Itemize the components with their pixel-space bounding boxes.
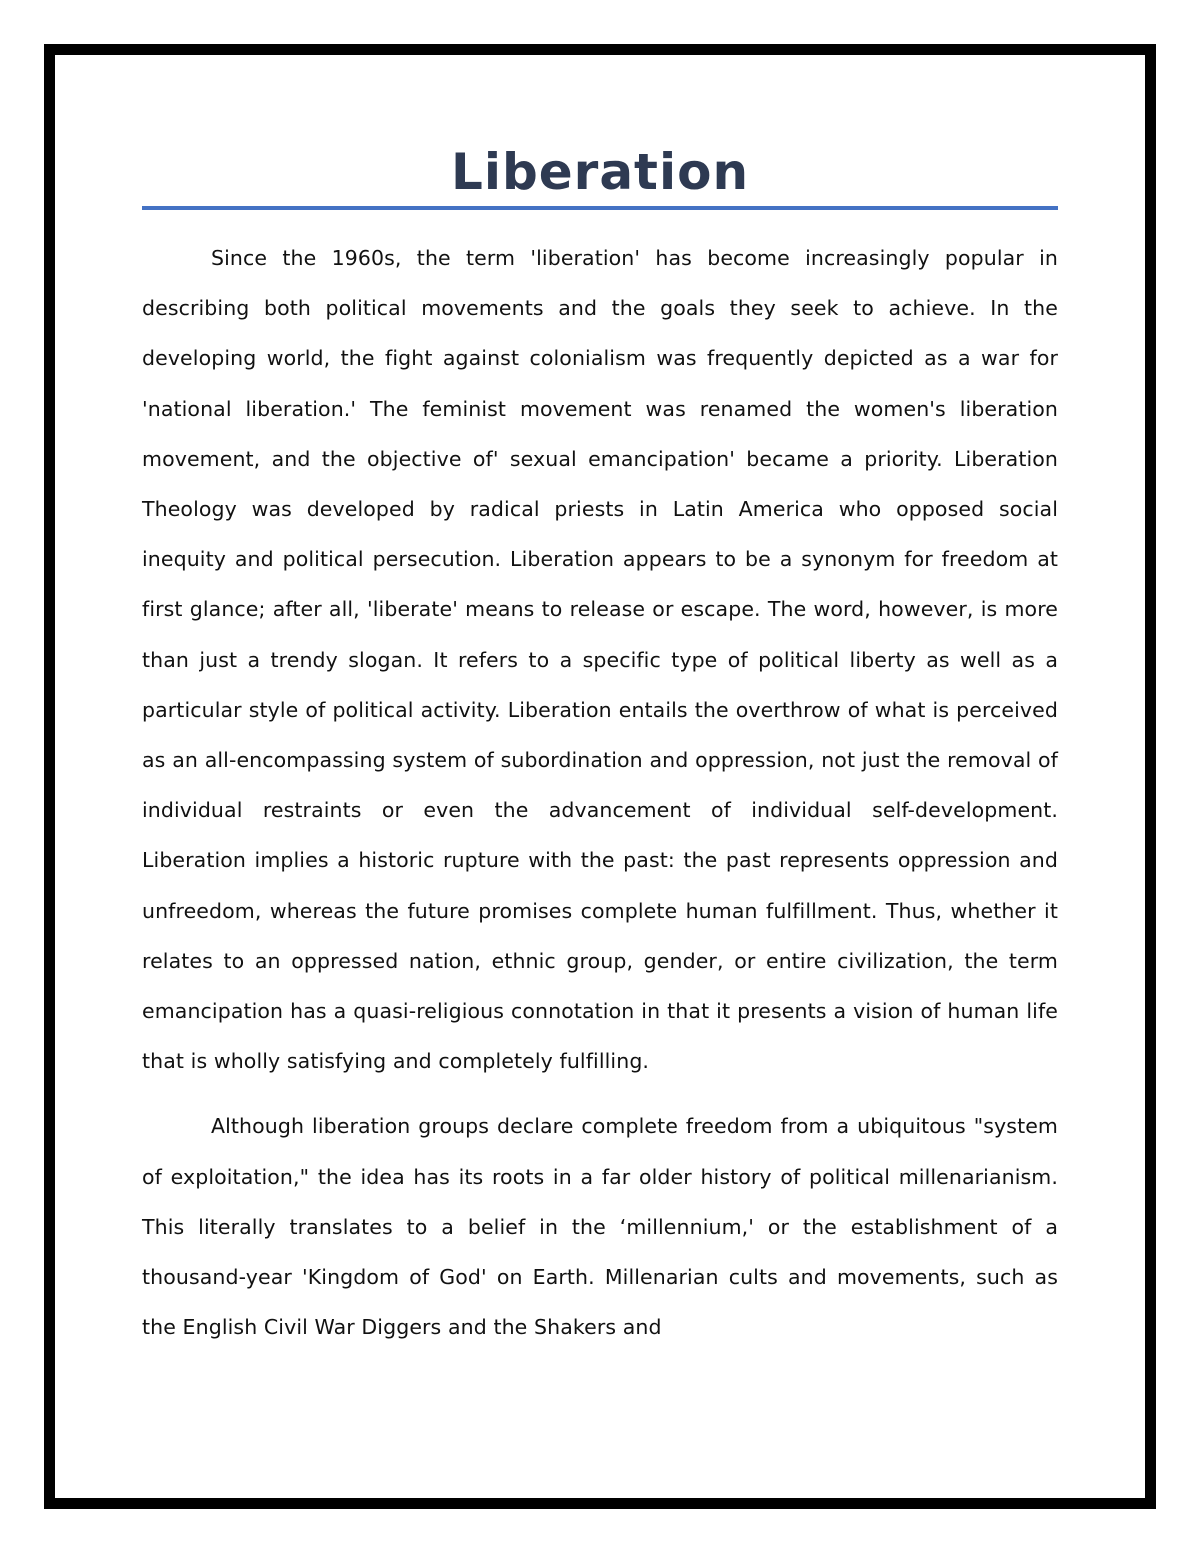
document-title: Liberation (450, 143, 750, 201)
paragraph-2: Although liberation groups declare complete freedom from a ubiquitous "system of exploitation," the idea has its roots in a far older history of political millenarianism. This literally translates to a belief in the ‘millennium,' or the establishment of a thousand-year 'Kingdom of God' on Earth. Millenarian cults and movements, such as the English Civil War Diggers and the Shakers and (142, 1114, 1058, 1340)
document-body (142, 140, 1058, 1352)
paragraph-1: Since the 1960s, the term 'liberation' has become increasingly popular in describing both political movements and the goals they seek to achieve. In the developing world, the fight against colonialism was frequently depicted as a war for 'national liberation.' The feminist movement was renamed the women's liberation movement, and the objective of' sexual emancipation' became a priority. Liberation Theology was developed by radical priests in Latin America who opposed social inequity and political persecution. Liberation appears to be a synonym for freedom at first glance; after all, 'liberate' means to release or escape. The word, however, is more than just a trendy slogan. It refers to a specific type of political liberty as well as a particular style of political activity. Liberation entails the overthrow of what is perceived as an all-encompassing system of subordination and oppression, not just the removal of individual restraints or even the advancement of individual self-development. Liberation implies a historic rupture with the past: the past represents oppression and unfreedom, whereas the future promises complete human fulfillment. Thus, whether it relates to an oppressed nation, ethnic group, gender, or entire civilization, the term emancipation has a quasi-religious connotation in that it presents a vision of human life that is wholly satisfying and completely fulfilling. (142, 246, 1058, 1074)
title-underline (142, 206, 1058, 210)
